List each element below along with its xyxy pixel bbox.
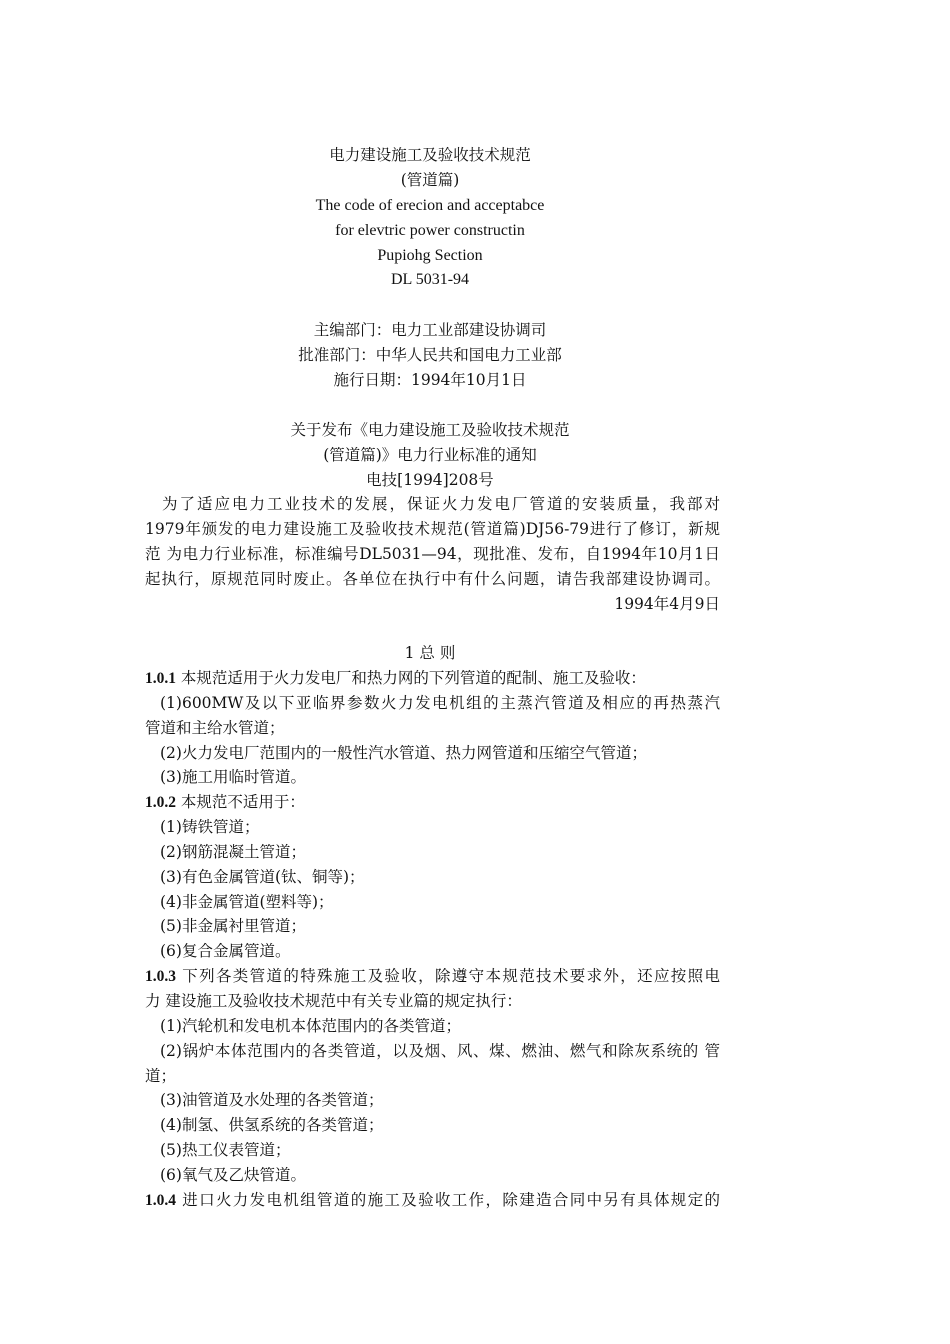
effective-date: 施行日期：1994年10月1日 bbox=[333, 371, 527, 389]
clause-text: 本规范适用于火力发电厂和热力网的下列管道的配制、施工及验收： bbox=[176, 669, 646, 687]
clause-item: (1)600MW及以下亚临界参数火力发电机组的主蒸汽管道及相应的再热蒸汽 bbox=[160, 694, 720, 712]
clause-item: (4)非金属管道(塑料等)； bbox=[160, 893, 334, 911]
chapter-title: 1 总 则 bbox=[404, 644, 456, 662]
approver-dept: 批准部门：中华人民共和国电力工业部 bbox=[298, 346, 562, 364]
clause-1-0-4 bbox=[145, 1190, 720, 1211]
clause-item: (3)油管道及水处理的各类管道； bbox=[160, 1091, 384, 1109]
clause-text: 进口火力发电机组管道的施工及验收工作，除建造合同中另有具体规定的 bbox=[176, 1191, 720, 1209]
clause-item: (5)热工仪表管道； bbox=[160, 1141, 291, 1159]
clause-1-0-3 bbox=[145, 966, 720, 987]
title-cn: 电力建设施工及验收技术规范 bbox=[329, 146, 531, 164]
clause-item: (5)非金属衬里管道； bbox=[160, 917, 306, 935]
notice-para-line: 范 为电力行业标准，标准编号DL5031—94，现批准、发布，自1994年10月1日 bbox=[145, 545, 720, 563]
clause-text: 下列各类管道的特殊施工及验收，除遵守本规范技术要求外，还应按照电 bbox=[176, 967, 720, 985]
clause-item: (1)汽轮机和发电机本体范围内的各类管道； bbox=[160, 1017, 461, 1035]
clause-item: (3)施工用临时管道。 bbox=[160, 768, 306, 786]
notice-para-line: 1979年颁发的电力建设施工及验收技术规范(管道篇)DJ56-79进行了修订，新规 bbox=[145, 520, 720, 538]
title-en-line-3: Pupiohg Section bbox=[377, 247, 483, 264]
clause-item: (2)钢筋混凝土管道； bbox=[160, 843, 306, 861]
clause-item: 管道和主给水管道； bbox=[145, 719, 285, 737]
notice-doc-number: 电技[1994]208号 bbox=[366, 471, 494, 489]
clause-item: (3)有色金属管道(钛、铜等)； bbox=[160, 868, 365, 886]
editor-dept: 主编部门：电力工业部建设协调司 bbox=[313, 321, 547, 339]
clause-item: (6)氧气及乙炔管道。 bbox=[160, 1166, 306, 1184]
clause-1-0-1 bbox=[145, 668, 720, 689]
notice-title-line-2: (管道篇)》电力行业标准的通知 bbox=[323, 446, 537, 464]
clause-item: (6)复合金属管道。 bbox=[160, 942, 291, 960]
clause-number: 1.0.2 bbox=[145, 794, 176, 811]
notice-para-line: 为了适应电力工业技术的发展，保证火力发电厂管道的安装质量，我部对 bbox=[162, 495, 720, 513]
clause-number: 1.0.1 bbox=[145, 670, 176, 687]
clause-text: 本规范不适用于： bbox=[176, 793, 305, 811]
clause-number: 1.0.3 bbox=[145, 968, 176, 985]
notice-title-line-1: 关于发布《电力建设施工及验收技术规范 bbox=[290, 421, 570, 439]
notice-date: 1994年4月9日 bbox=[614, 595, 720, 613]
clause-number: 1.0.4 bbox=[145, 1192, 176, 1209]
standard-code: DL 5031-94 bbox=[390, 271, 470, 288]
notice-para-line: 起执行，原规范同时废止。各单位在执行中有什么问题，请告我部建设协调司。 bbox=[145, 570, 720, 588]
clause-item: (1)铸铁管道； bbox=[160, 818, 260, 836]
title-en-line-2: for elevtric power constructin bbox=[335, 222, 525, 239]
clause-item: (2)锅炉本体范围内的各类管道，以及烟、风、煤、燃油、燃气和除灰系统的 管 bbox=[160, 1042, 720, 1060]
subtitle-cn: (管道篇) bbox=[400, 171, 460, 189]
clause-1-0-2 bbox=[145, 792, 720, 813]
clause-item: 道； bbox=[145, 1067, 177, 1085]
title-en-line-1: The code of erecion and acceptabce bbox=[315, 197, 545, 214]
clause-text-cont: 力 建设施工及验收技术规范中有关专业篇的规定执行： bbox=[145, 992, 522, 1010]
clause-item: (2)火力发电厂范围内的一般性汽水管道、热力网管道和压缩空气管道； bbox=[160, 744, 647, 762]
clause-item: (4)制氢、供氢系统的各类管道； bbox=[160, 1116, 384, 1134]
